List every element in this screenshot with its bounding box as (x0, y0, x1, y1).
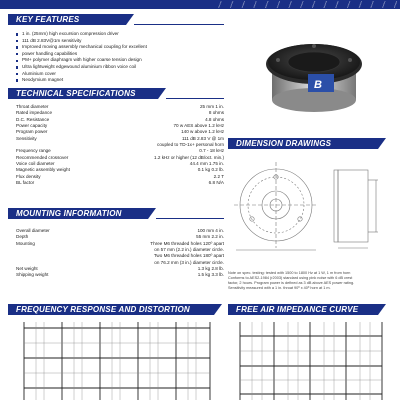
spec-key: Program power (16, 129, 48, 135)
feature-item: Improved moving assembly mechanical coupling for excellent (16, 44, 216, 51)
spec-key: Rated impedance (16, 110, 53, 116)
feature-item: 111 dB 2.83V@1m sensitivity (16, 38, 216, 45)
spec-value: 6.8 N/A (208, 180, 224, 186)
note-line: Sensitivity measured with a 1 in. throat 90º x 40º horn at 1 m. (228, 286, 331, 290)
mount-value: Three M6 threaded holes 120º apart (150, 240, 224, 246)
spec-key: Frequency range (16, 148, 51, 154)
mount-key: Shipping weight (16, 272, 49, 278)
spec-key: Voice coil diameter (16, 161, 55, 167)
heading-mounting-information: MOUNTING INFORMATION (8, 208, 148, 219)
top-banner (0, 0, 400, 9)
impedance-curve-graph (232, 322, 390, 400)
feature-item: PM+ polymer diaphragm with higher coarse tension design (16, 57, 216, 64)
mount-value: on 57 mm (2.2 in.) diameter circle. (154, 247, 224, 253)
heading-rule (166, 98, 224, 99)
spec-value: 4.8 ohms (205, 116, 224, 122)
mount-key: Mounting (16, 240, 35, 246)
heading-dimension-drawings: DIMENSION DRAWINGS (228, 138, 378, 149)
heading-free-air-impedance: FREE AIR IMPEDANCE CURVE (228, 304, 378, 315)
mounting-table (14, 228, 224, 279)
spec-value: 70 w AES above 1.2 kHz (173, 123, 224, 129)
spec-row (14, 180, 224, 186)
spec-value: coupled to TD-1x+ personal horn (157, 142, 224, 148)
feature-item: Aluminium cover (16, 71, 216, 78)
feature-item: 1 in. (25mm) high excursion compression driver (16, 31, 216, 38)
note-line: Conforms to AES2-1984 (r2003) standard using pink noise with 6 dB crest (228, 276, 353, 280)
spec-value: 8 ohms (208, 110, 224, 116)
mount-value: 100 mm 4 in. (197, 228, 224, 233)
banner-wave (210, 1, 400, 8)
heading-key-features: KEY FEATURES (8, 14, 126, 25)
spec-value: 111 dB 2.83 V @ 1m (181, 135, 224, 141)
heading-technical-specifications: TECHNICAL SPECIFICATIONS (8, 88, 158, 99)
feature-item: Ultra lightweight edgewound aluminium ribbon voice coil (16, 64, 216, 71)
spec-key: Power capacity (16, 123, 48, 129)
features-list (16, 31, 216, 84)
note-line: factor, 2 hours. Program power is defined as 3 dB above AES power rating. (228, 281, 355, 285)
spec-key: Recommended crossover (16, 154, 69, 160)
spec-key: Magnetic assembly weight (16, 167, 70, 173)
frequency-response-graph (14, 322, 214, 400)
feature-item: power handling capabilities (16, 51, 216, 58)
mount-key: Net weight (16, 266, 38, 272)
spec-key: BL factor (16, 180, 35, 186)
dimension-drawing (228, 150, 390, 260)
mount-value: Two M6 threaded holes 180º apart (153, 253, 224, 259)
spec-value: 25 mm 1 in. (200, 104, 224, 109)
spec-value: 0.1 kg 0.2 lb. (197, 167, 224, 173)
mount-value: 1.3 kg 2.8 lb. (197, 266, 224, 272)
note-line: Note on spec. testing: tested with 1500 to 1800 Hz at 1 W, 1 m from horn (228, 271, 351, 275)
heading-rule (134, 24, 224, 25)
spec-key: D.C. Resistance (16, 116, 50, 122)
mount-key: Depth (16, 234, 29, 240)
spec-value: 2.2 T (213, 173, 224, 179)
svg-text:B: B (314, 79, 322, 91)
spec-value: 44.4 mm 1.75 in. (189, 161, 224, 167)
spec-key: Throat diameter (16, 104, 49, 109)
heading-frequency-response: FREQUENCY RESPONSE AND DISTORTION (8, 304, 214, 315)
spec-value: 1.2 kHz or higher (12 dB/oct. min.) (154, 154, 224, 160)
compression-driver-image (258, 22, 370, 118)
specs-table (14, 104, 224, 186)
spec-key: Sensitivity (16, 135, 37, 141)
spec-key: Flux density (16, 173, 41, 179)
mount-key: Overall diameter (16, 228, 50, 233)
feature-item: Neodymium magnet (16, 77, 216, 84)
spec-value: 140 w above 1.2 kHz (181, 129, 224, 135)
mount-value: on 76.2 mm (3 in.) diameter circle. (154, 259, 224, 265)
mount-value: 55 mm 2.2 in. (196, 234, 224, 240)
heading-rule (156, 218, 224, 219)
spec-notes (228, 271, 393, 291)
mount-row (14, 272, 224, 278)
mount-value: 1.5 kg 3.3 lb. (197, 272, 224, 278)
spec-value: 0.7 - 18 kHz (199, 148, 224, 154)
